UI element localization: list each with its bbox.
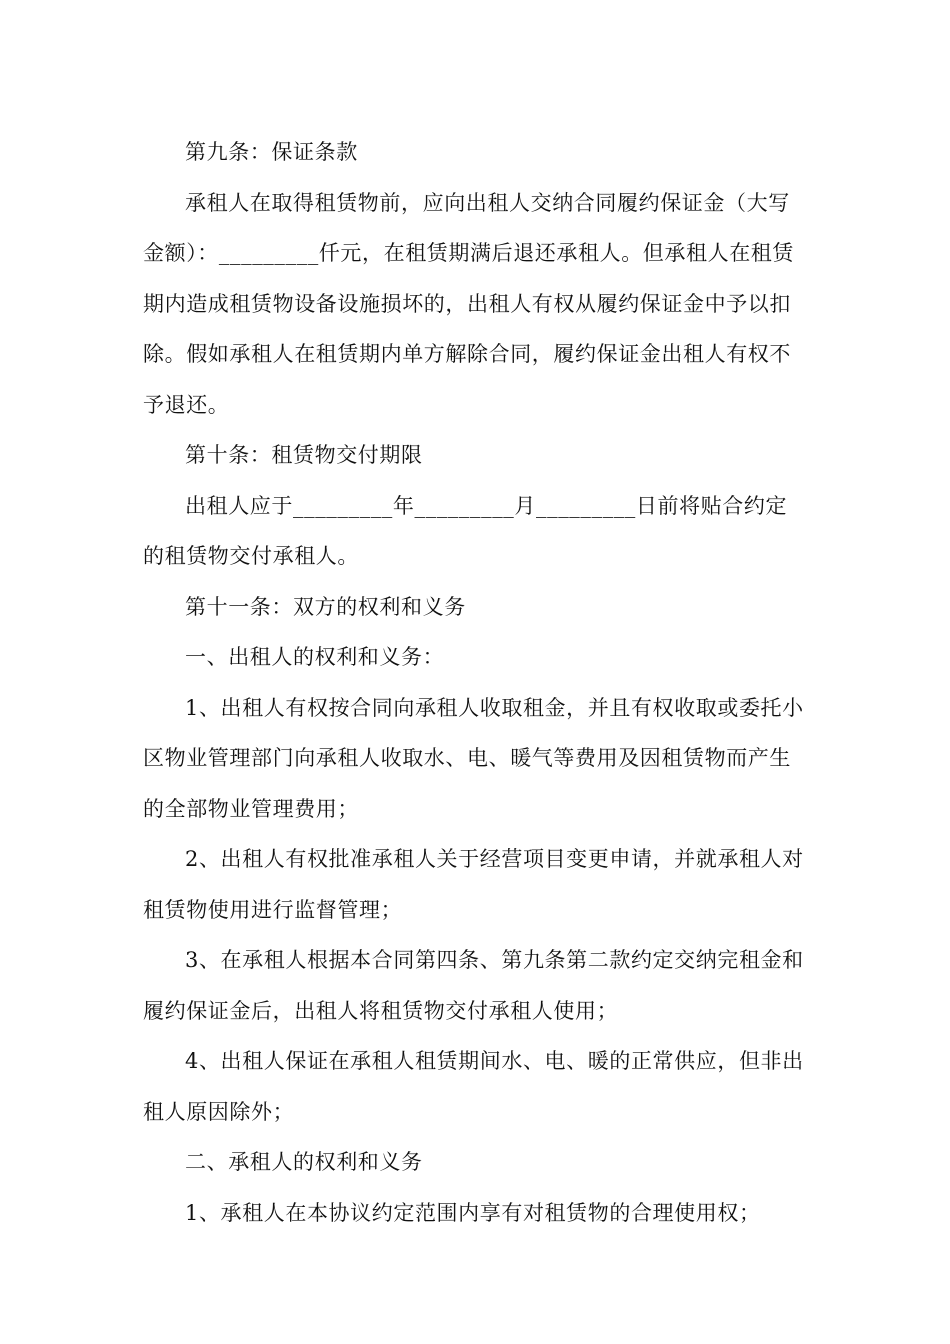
clause-heading-11: 第十一条：双方的权利和义务 bbox=[185, 594, 466, 619]
list-item-lessee-1: 1、承租人在本协议约定范围内享有对租赁物的合理使用权； bbox=[185, 1200, 761, 1225]
list-item-lessor-2: 2、出租人有权批准承租人关于经营项目变更申请，并就承租人对租赁物使用进行监督管理； bbox=[143, 847, 804, 922]
section-heading-lessor: 一、出租人的权利和义务： bbox=[185, 645, 445, 669]
list-item-lessor-4: 4、出租人保证在承租人租赁期间水、电、暖的正常供应，但非出租人原因除外； bbox=[143, 1049, 804, 1124]
section-heading-lessee: 二、承租人的权利和义务 bbox=[185, 1150, 423, 1174]
paragraph-deposit-terms: 承租人在取得租赁物前，应向出租人交纳合同履约保证金（大写金额）：_________仟元，在租赁期满后退还承租人。但承租人在租赁期内造成租赁物设备设施损坏的，出租人有权从履约保证金中予以扣除。假如承租人在租赁期内单方解除合同，履约保证金出租人有权不予退还。 bbox=[143, 190, 794, 417]
clause-heading-9: 第九条：保证条款 bbox=[185, 140, 358, 164]
list-item-lessor-1: 1、出租人有权按合同向承租人收取租金，并且有权收取或委托小区物业管理部门向承租人收取水、电、暖气等费用及因租赁物而产生的全部物业管理费用； bbox=[143, 695, 804, 821]
list-item-lessor-3: 3、在承租人根据本合同第四条、第九条第二款约定交纳完租金和履约保证金后，出租人将租赁物交付承租人使用； bbox=[143, 948, 804, 1023]
paragraph-delivery-date: 出租人应于_________年_________月_________日前将贴合约定的租赁物交付承租人。 bbox=[143, 493, 788, 568]
document-body bbox=[143, 127, 808, 1238]
clause-heading-10: 第十条：租赁物交付期限 bbox=[185, 443, 423, 467]
